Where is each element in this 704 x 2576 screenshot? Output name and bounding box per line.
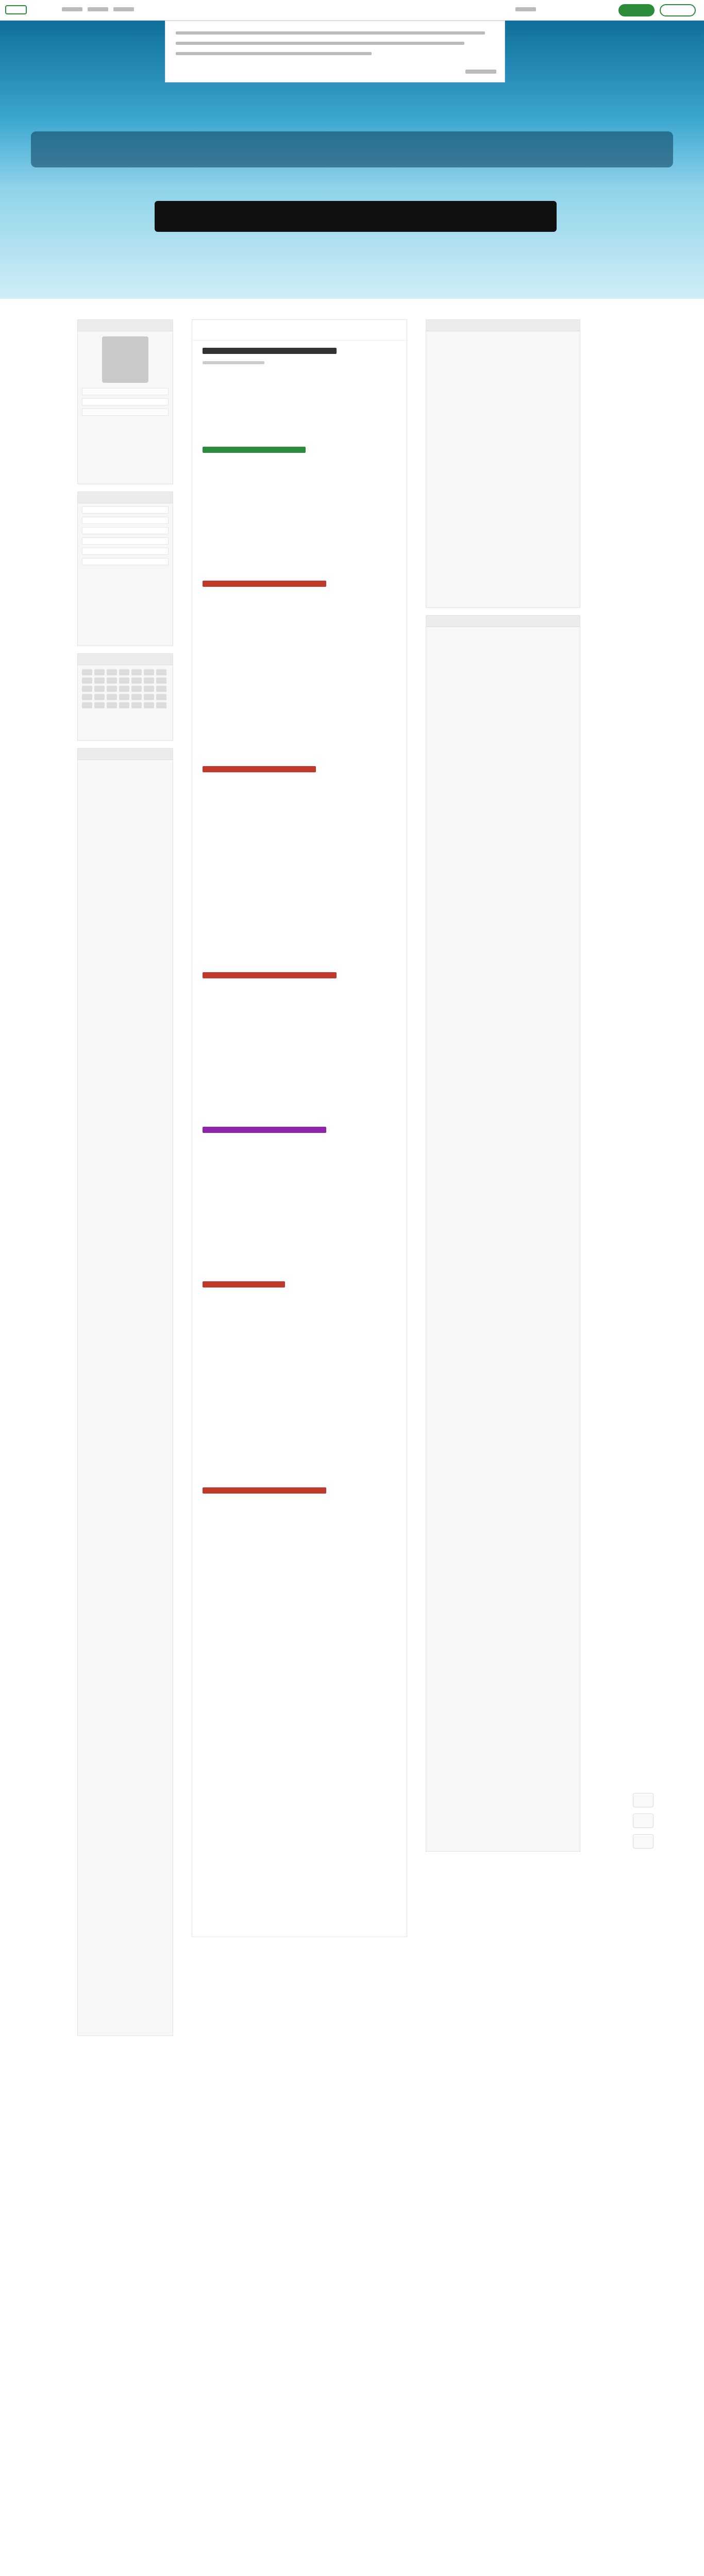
theme-heading [426,616,580,627]
profile-card [77,319,173,484]
list-item[interactable] [82,548,169,555]
scroll-button[interactable] [633,1834,653,1849]
scroll-button[interactable] [633,1814,653,1828]
avatar[interactable] [102,336,148,383]
scroll-button[interactable] [633,1793,653,1807]
follower-card [426,319,580,608]
close-link[interactable] [465,70,496,74]
top-bar [0,0,704,21]
ameba-logo[interactable] [5,5,27,14]
list-item[interactable] [82,558,169,565]
highlight-purple [203,1127,326,1133]
login-button[interactable] [660,4,696,16]
nav-item-home[interactable] [62,7,82,11]
heading-red [203,1281,285,1287]
message-button[interactable] [82,409,169,416]
page-body [0,299,704,2576]
article-date [203,361,264,364]
notice-line [176,31,485,35]
article-title[interactable] [203,348,337,354]
blog-header [0,21,704,299]
list-item[interactable] [82,506,169,514]
nav-item-genre[interactable] [88,7,108,11]
theme-list [426,615,580,1852]
notice-line [176,52,372,55]
heading-red [203,1487,326,1494]
article [192,319,407,1937]
notice-line [176,42,464,45]
list-item[interactable] [82,527,169,534]
heading-red [203,972,337,978]
article-toolbar [192,320,407,341]
blog-subtitle [155,201,557,232]
nav-item-entry[interactable] [515,7,536,11]
blog-title[interactable] [31,131,673,167]
follow-heading [426,320,580,331]
recent-heading [78,492,173,503]
monthly-archive [77,748,173,2036]
nav-item-blog[interactable] [113,7,134,11]
highlight-green [203,447,306,453]
notice-banner [165,21,505,82]
calendar-grid [78,665,173,713]
follow-button[interactable] [82,398,169,405]
calendar [77,653,173,741]
heading-red [203,766,316,772]
profile-heading [78,320,173,331]
profile-name[interactable] [82,388,169,395]
monthly-heading [78,749,173,760]
register-button[interactable] [618,4,655,16]
recent-posts [77,492,173,646]
list-item[interactable] [82,517,169,524]
right-sidebar [426,319,580,1859]
left-sidebar [77,319,173,2043]
calendar-heading [78,654,173,665]
heading-red [203,581,326,587]
list-item[interactable] [82,537,169,545]
